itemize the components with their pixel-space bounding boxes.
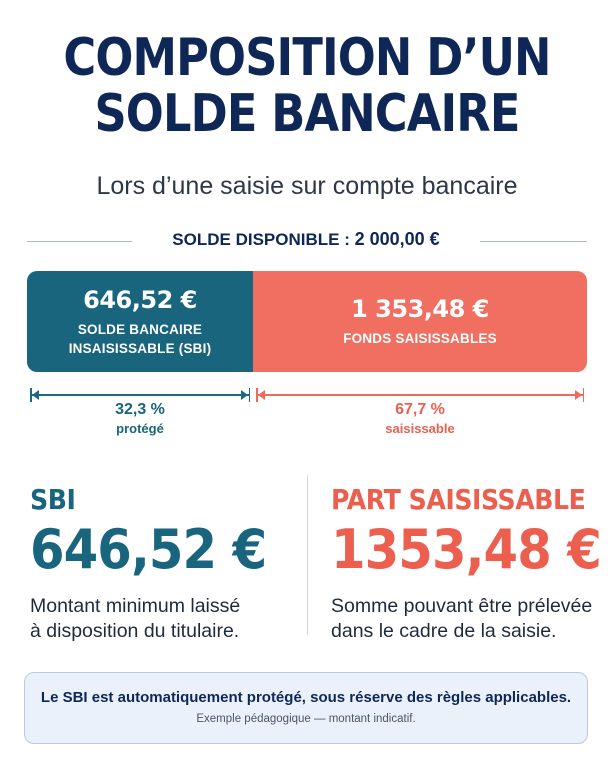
note-main-text: Le SBI est automatiquement protégé, sous réserve des règles applicables. [40, 689, 572, 706]
title-line-2: SOLDE BANCAIRE [94, 84, 520, 144]
saisissable-column-amount: 1353,48 € [331, 518, 601, 581]
solde-disponible [132, 229, 480, 250]
divider-right [480, 241, 587, 242]
balance-bar [27, 271, 587, 372]
saisissable-desc-line-2: dans le cadre de la saisie. [331, 620, 557, 642]
divider-left [27, 241, 132, 242]
arrow-head-left [32, 390, 39, 400]
arrow-head-right [241, 390, 248, 400]
page-subtitle: Lors d’une saisie sur compte bancaire [96, 172, 518, 200]
fonds-segment [253, 271, 587, 372]
fonds-segment-amount: 1 353,48 € [351, 295, 489, 323]
column-divider [307, 475, 308, 635]
sbi-segment-label [69, 320, 212, 358]
sbi-label-line-1: SOLDE BANCAIRE [77, 321, 203, 337]
solde-value: 2 000,00 € [354, 229, 440, 249]
fonds-percentage [253, 400, 587, 438]
note-sub-text: Exemple pédagogique — montant indicatif. [196, 713, 416, 725]
page-title [43, 30, 571, 142]
sbi-desc-line-1: Montant minimum laissé [30, 595, 241, 617]
sbi-pct-value: 32,3 % [115, 401, 165, 418]
arrow-line [30, 394, 250, 396]
sbi-column-amount: 646,52 € [30, 518, 267, 581]
sbi-segment-amount: 646,52 € [83, 285, 197, 314]
arrow-head-right [575, 390, 582, 400]
fonds-pct-value: 67,7 % [395, 401, 445, 418]
saisissable-column-title: PART SAISISSABLE [331, 483, 586, 516]
solde-label: SOLDE DISPONIBLE : [172, 230, 350, 249]
title-line-1: COMPOSITION D’UN [63, 28, 551, 88]
sbi-percentage [27, 400, 253, 438]
saisissable-desc-line-1: Somme pouvant être prélevée [331, 595, 593, 617]
info-note-box [24, 672, 588, 744]
sbi-pct-caption: protégé [116, 421, 164, 436]
sbi-label-line-2: INSAISISSABLE (SBI) [68, 340, 212, 356]
arrow-head-left [258, 390, 265, 400]
sbi-desc-line-2: à disposition du titulaire. [30, 620, 240, 642]
sbi-column-description [30, 594, 295, 644]
arrow-line [256, 394, 584, 396]
saisissable-column-description [331, 594, 601, 644]
sbi-column-title: SBI [30, 483, 76, 516]
sbi-segment [27, 271, 253, 372]
fonds-segment-label: FONDS SAISISSABLES [343, 331, 497, 346]
fonds-pct-caption: saisissable [385, 421, 455, 436]
